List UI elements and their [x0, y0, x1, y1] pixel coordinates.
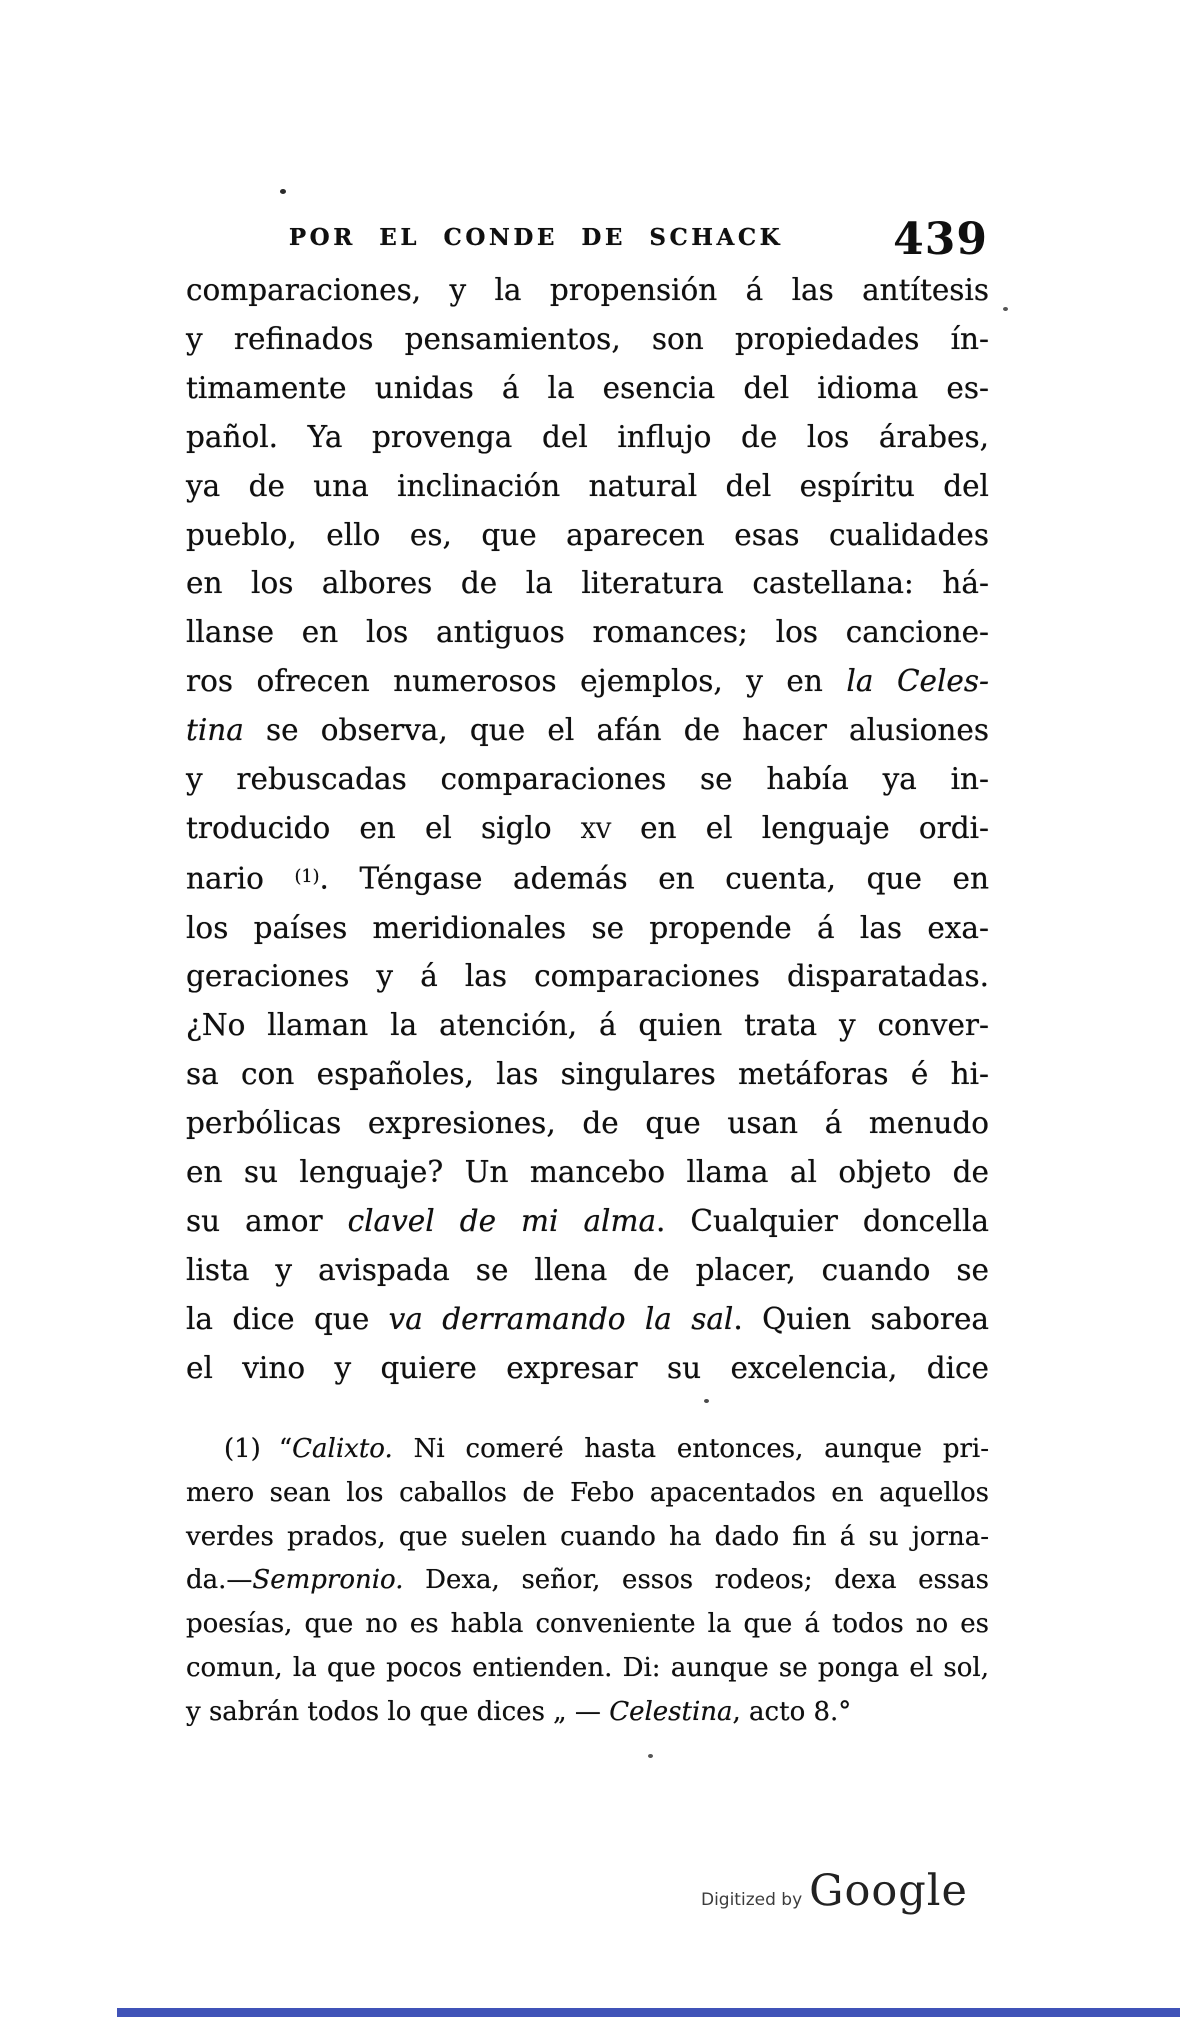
- text-line: nario $^{(1)}$. Téngase además en cuenta, que en: [186, 861, 989, 896]
- text-line: mero sean los caballos de Febo apacentados en aquellos: [186, 1477, 989, 1508]
- text-line: y sabrán todos lo que dices „ — Celestina, acto 8.°: [186, 1696, 852, 1727]
- running-title: POR EL CONDE DE SCHACK: [288, 224, 784, 251]
- text-line: llanse en los antiguos romances; los cancione-: [186, 615, 989, 650]
- ink-speck: [648, 1754, 653, 1758]
- footnote-ref: (1): [294, 866, 320, 887]
- text-line: ros ofrecen numerosos ejemplos, y en la Celes-: [186, 664, 989, 699]
- page-number: 439: [893, 214, 988, 265]
- ink-speck: [280, 189, 286, 194]
- text-line: los países meridionales se propende á las exa-: [186, 910, 989, 945]
- text-line: pueblo, ello es, que aparecen esas cualidades: [186, 517, 989, 552]
- text-line: ya de una inclinación natural del espíritu del: [186, 468, 989, 503]
- text-line: en su lenguaje? Un mancebo llama al objeto de: [186, 1155, 989, 1190]
- text-line: pañol. Ya provenga del influjo de los árabes,: [186, 419, 989, 454]
- text-line: (1) “Calixto. Ni comeré hasta entonces, aunque pri-: [224, 1434, 989, 1464]
- ink-speck: [704, 1399, 709, 1403]
- text-line: lista y avispada se llena de placer, cuando se: [186, 1252, 989, 1287]
- text-line: troducido en el siglo xv en el lenguaje ordi-: [186, 810, 989, 845]
- google-logo: Google: [809, 1866, 968, 1916]
- text-line: y rebuscadas comparaciones se había ya in-: [186, 762, 989, 797]
- google-watermark: [186, 1866, 968, 1916]
- footnote-block: [186, 1428, 989, 1735]
- text-line: ¿No llaman la atención, á quien trata y conver-: [186, 1008, 989, 1043]
- text-line: poesías, que no es habla conveniente la que á todos no es: [186, 1609, 989, 1640]
- text-line: su amor clavel de mi alma. Cualquier doncella: [186, 1203, 989, 1238]
- text-line: da.—Sempronio. Dexa, señor, essos rodeos; dexa essas: [186, 1565, 989, 1596]
- bottom-blue-bar: [117, 2008, 1180, 2017]
- text-line: perbólicas expresiones, de que usan á menudo: [186, 1106, 989, 1141]
- text-line: y refinados pensamientos, son propiedades ín-: [186, 321, 989, 356]
- text-line: tina se observa, que el afán de hacer alusiones: [186, 713, 989, 748]
- text-line: verdes prados, que suelen cuando ha dado fin á su jorna-: [186, 1521, 989, 1552]
- text-line: comparaciones, y la propensión á las antítesis: [186, 273, 989, 307]
- digitized-by-label: Digitized by: [700, 1890, 803, 1910]
- body-text-block: [186, 266, 989, 1393]
- text-line: sa con españoles, las singulares metáforas é hi-: [186, 1057, 989, 1092]
- text-line: en los albores de la literatura castellana: há-: [186, 566, 989, 601]
- text-line: geraciones y á las comparaciones disparatadas.: [186, 959, 989, 994]
- text-line: la dice que va derramando la sal. Quien saborea: [186, 1301, 989, 1336]
- text-line: el vino y quiere expresar su excelencia, dice: [186, 1350, 989, 1385]
- ink-speck: [1003, 307, 1008, 311]
- text-line: timamente unidas á la esencia del idioma es-: [186, 370, 989, 405]
- text-line: comun, la que pocos entienden. Di: aunque se ponga el sol,: [186, 1652, 989, 1683]
